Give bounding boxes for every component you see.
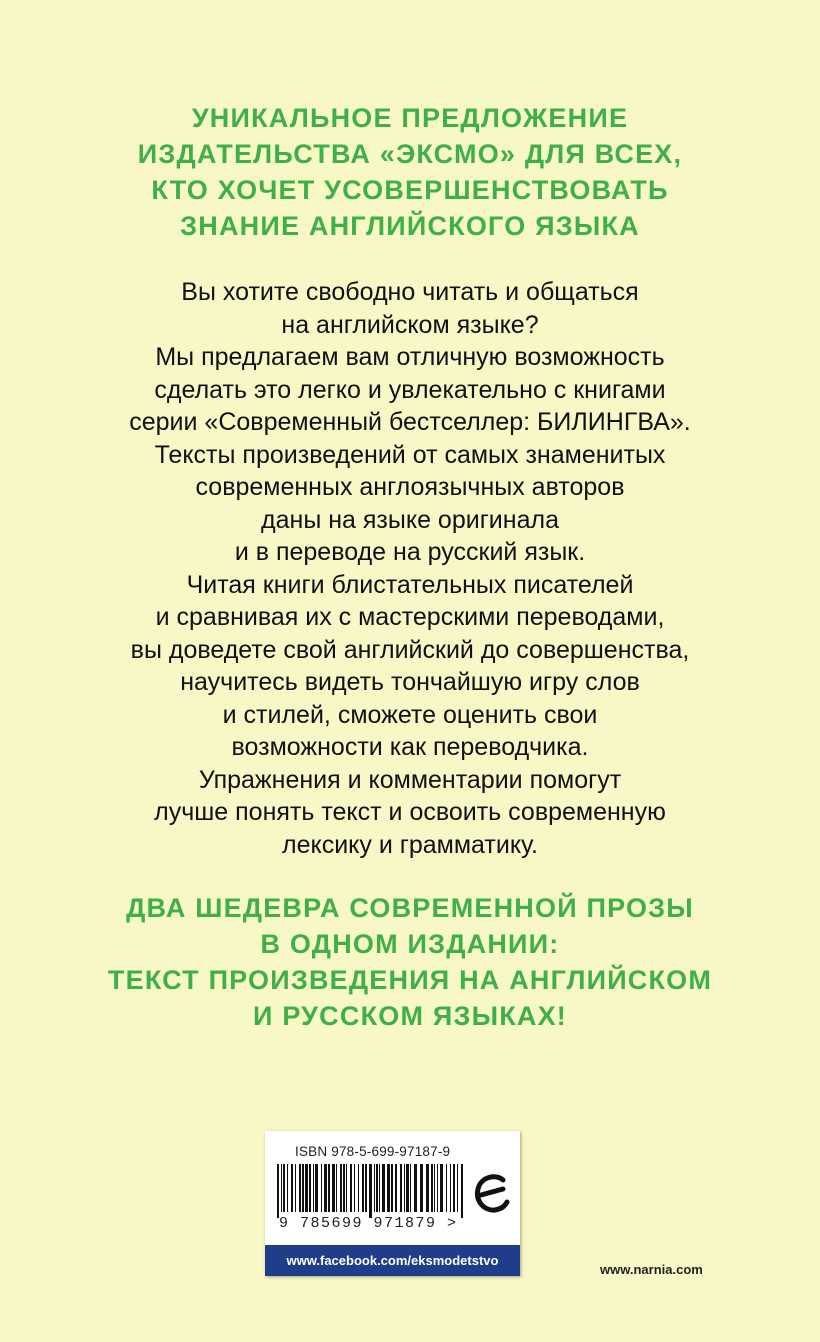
barcode-bar (440, 1164, 443, 1212)
barcode-bar (295, 1164, 296, 1212)
headline-line: КТО ХОЧЕТ УСОВЕРШЕНСТВОВАТЬ (151, 175, 669, 205)
barcode-bar (420, 1164, 423, 1212)
barcode-bar (376, 1164, 378, 1212)
barcode-bar (410, 1164, 411, 1212)
barcode-bar (336, 1164, 337, 1212)
barcode-bar (434, 1164, 435, 1212)
barcode-bar (315, 1164, 318, 1212)
body-line: современных англоязычных авторов (195, 473, 625, 501)
barcode-bar (404, 1164, 405, 1212)
barcode-bar (277, 1164, 279, 1218)
body-line: и в переводе на русский язык. (234, 538, 586, 566)
barcode-bar (395, 1164, 397, 1212)
barcode-bar (387, 1164, 390, 1212)
barcode-bar (437, 1164, 438, 1212)
barcode-bar (461, 1164, 463, 1218)
barcode-bar (350, 1164, 352, 1212)
barcode-bar (369, 1164, 372, 1218)
barcode-panel (265, 1131, 520, 1276)
body-line: серии «Современный бестселлер: БИЛИНГВА». (129, 408, 691, 436)
barcode-bar (343, 1164, 345, 1212)
body-line: лучше понять текст и освоить современную (154, 798, 666, 826)
barcode-bar (457, 1164, 458, 1212)
barcode-bar (446, 1164, 447, 1212)
barcode-bar (332, 1164, 335, 1212)
barcode-bar (340, 1164, 342, 1212)
barcode-bar (291, 1164, 293, 1212)
barcode-bar (321, 1164, 322, 1212)
headline-line: В ОДНОМ ИЗДАНИИ: (260, 929, 560, 959)
barcode-bar (362, 1164, 364, 1212)
site-url[interactable]: www.narnia.com (600, 1262, 703, 1277)
headline-line: ЗНАНИЕ АНГЛИЙСКОГО ЯЗЫКА (180, 211, 640, 241)
barcode-bar (382, 1164, 385, 1212)
barcode-bar (391, 1164, 393, 1212)
barcode-bar (328, 1164, 330, 1212)
eksmo-logo-icon (473, 1171, 511, 1217)
headline-line: И РУССКОМ ЯЗЫКАХ! (253, 1001, 567, 1031)
body-line: вы доведете свой английский до совершенства, (130, 635, 690, 664)
barcode-bar (406, 1164, 409, 1212)
barcode-bar (305, 1164, 308, 1212)
top-headline (0, 100, 820, 244)
headline-line: УНИКАЛЬНОЕ ПРЕДЛОЖЕНИЕ (191, 103, 629, 133)
headline-line: ТЕКСТ ПРОИЗВЕДЕНИЯ НА АНГЛИЙСКОМ (107, 965, 713, 995)
barcode-bar (346, 1164, 347, 1212)
barcode-bar (358, 1164, 359, 1212)
barcode-bar (324, 1164, 327, 1212)
body-line: сделать это легко и увлекательно с книгами (154, 375, 666, 404)
headline-line: ИЗДАТЕЛЬСТВА «ЭКСМО» ДЛЯ ВСЕХ, (137, 139, 683, 169)
body-line: лексику и грамматику. (282, 830, 538, 859)
barcode-digits: 9 785699 971879 > (279, 1215, 458, 1232)
barcode-bar (281, 1164, 282, 1212)
body-line: Тексты произведений от самых знаменитых (154, 440, 666, 469)
body-line: научитесь видеть тончайшую игру слов (180, 668, 640, 696)
barcode-bar (299, 1164, 301, 1212)
barcode-bar (354, 1164, 355, 1212)
barcode-bar (379, 1164, 380, 1212)
body-line: возможности как переводчика. (231, 733, 589, 761)
barcode-bar (426, 1164, 429, 1212)
barcode-bar (309, 1164, 311, 1212)
barcode-bar (287, 1164, 288, 1212)
body-line: Упражнения и комментарии помогут (198, 765, 622, 794)
facebook-link[interactable]: www.facebook.com/eksmodetstvo (265, 1245, 520, 1276)
barcode-bar (283, 1164, 285, 1212)
body-line: и стилей, сможете оценить свои (222, 700, 598, 729)
barcode-bar (414, 1164, 417, 1212)
bottom-headline (0, 890, 820, 1034)
barcode-bar (400, 1164, 402, 1212)
body-line: Вы хотите свободно читать и общаться (181, 278, 639, 306)
body-line: на английском языке? (281, 310, 539, 339)
barcode-bar (313, 1164, 314, 1212)
barcode-bar (453, 1164, 455, 1212)
body-line: Мы предлагаем вам отличную возможность (155, 343, 665, 371)
headline-line: ДВА ШЕДЕВРА СОВРЕМЕННОЙ ПРОЗЫ (126, 893, 694, 923)
isbn-text: ISBN 978-5-699-97187-9 (295, 1144, 451, 1159)
body-line: и сравнивая их с мастерскими переводами, (155, 603, 665, 631)
description-text (0, 276, 820, 861)
barcode-bar (302, 1164, 304, 1212)
body-line: даны на языке оригинала (261, 505, 559, 534)
barcode-bar (431, 1164, 433, 1212)
body-line: Читая книги блистательных писателей (186, 570, 634, 599)
barcode-bar (450, 1164, 451, 1212)
barcode-image (277, 1164, 465, 1218)
barcode-bar (374, 1164, 375, 1212)
barcode-bar (365, 1164, 367, 1212)
